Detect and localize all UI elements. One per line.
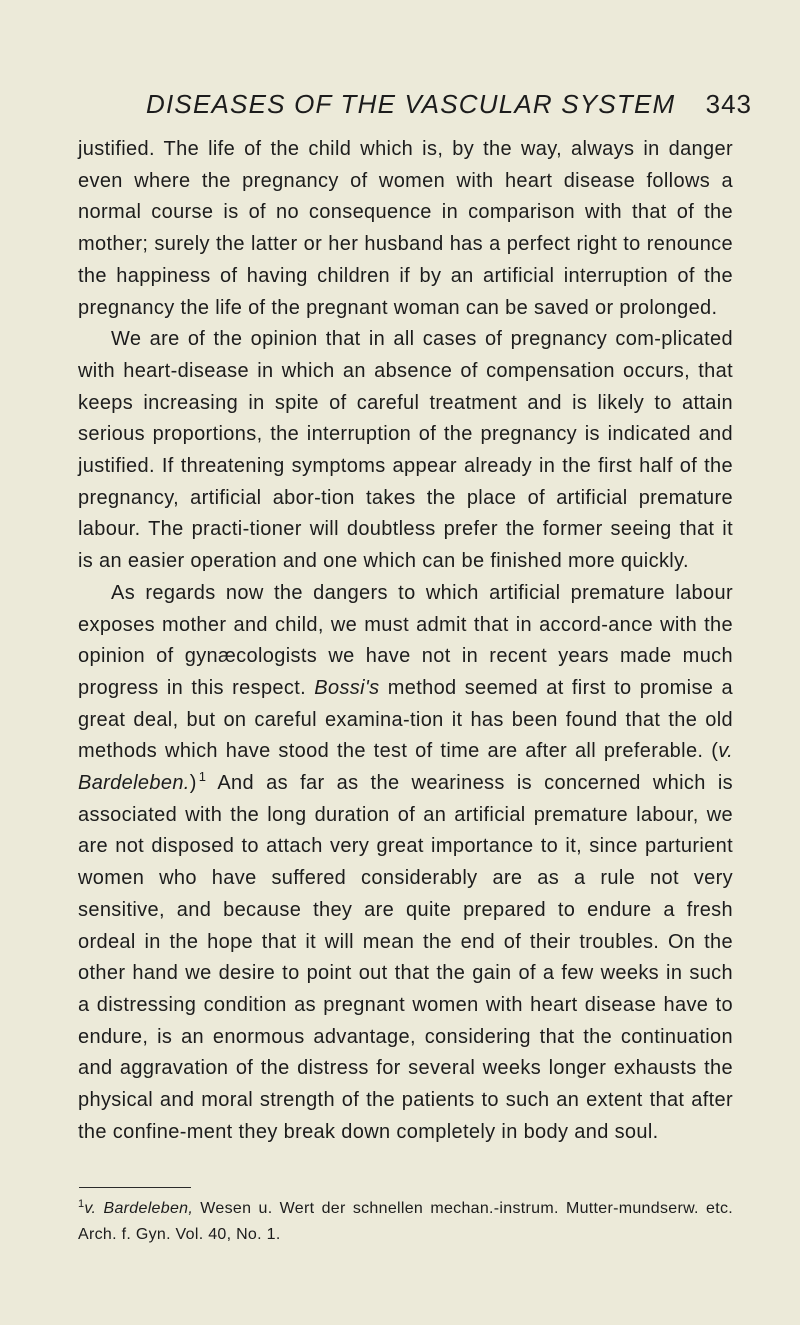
footnote-reference: 1 xyxy=(198,769,207,785)
footnote-text: Wesen u. Wert der schnellen mechan.-instrum. Mutter-mundserw. etc. Arch. f. Gyn. Vol. 40, No. 1. xyxy=(78,1200,733,1243)
page-number: 343 xyxy=(705,89,752,119)
paragraph-text-segment: method seemed at first to promise a great deal, but on careful examina-tion it has been found that the old methods which have stood the test of time are after all preferable. ( xyxy=(78,676,733,763)
paragraph-continuation: justified. The life of the child which is, by the way, always in danger even where the pregnancy of women with heart disease follows a normal course is of no consequence in comparison with that of the mother; surely the latter or her husband has a perfect right to renounce the happiness of having children if by an artificial interruption of the pregnancy the life of the pregnant woman can be saved or prolonged. xyxy=(78,138,733,319)
italic-name-bossi: Bossi's xyxy=(314,676,380,699)
paragraph-text-segment: ) xyxy=(189,772,197,795)
footnote-author: v. Bardeleben, xyxy=(84,1200,194,1217)
paragraph-text-segment: As regards now the dangers to which artificial premature labour exposes mother and child, we must admit that in accord-ance with the opinion of gynæcologists we have not in recent years made much progress in this respect. xyxy=(78,581,733,699)
body-text xyxy=(78,134,733,1149)
footnote-divider xyxy=(79,1187,191,1188)
running-head xyxy=(78,88,758,128)
running-title: DISEASES OF THE VASCULAR SYSTEM xyxy=(146,89,676,119)
italic-citation-bardeleben: v. Bardeleben. xyxy=(78,740,733,795)
paragraph-text-segment: And as far as the weariness is concerned which is associated with the long duration of an artificial premature labour, we are not disposed to attach very great importance to it, since parturient women who have suffered considerably are as a rule not very sensitive, and because they are quite prepared to endure a fresh ordeal in the hope that it will mean the end of their troubles. On the other hand we desire to point out that the gain of a few weeks in such a distressing condition as pregnant women with heart disease have to endure, is an enormous advantage, considering that the continuation and aggravation of the distress for several weeks longer exhausts the physical and moral strength of the patients to such an extent that after the confine-ment they break down completely in body and soul. xyxy=(78,772,733,1143)
footnote xyxy=(78,1196,733,1248)
paragraph-dangers xyxy=(78,578,733,1149)
paragraph-opinion: We are of the opinion that in all cases of pregnancy com-plicated with heart-disease in which an absence of compensation occurs, that keeps increasing in spite of careful treatment and is likely to attain serious proportions, the interruption of the pregnancy is indicated and justified. If threatening symptoms appear already in the first half of the pregnancy, artificial abor-tion takes the place of artificial premature labour. The practi-tioner will doubtless prefer the former seeing that it is an easier operation and one which can be finished more quickly. xyxy=(78,328,733,573)
footnote-mark: 1 xyxy=(78,1198,85,1210)
